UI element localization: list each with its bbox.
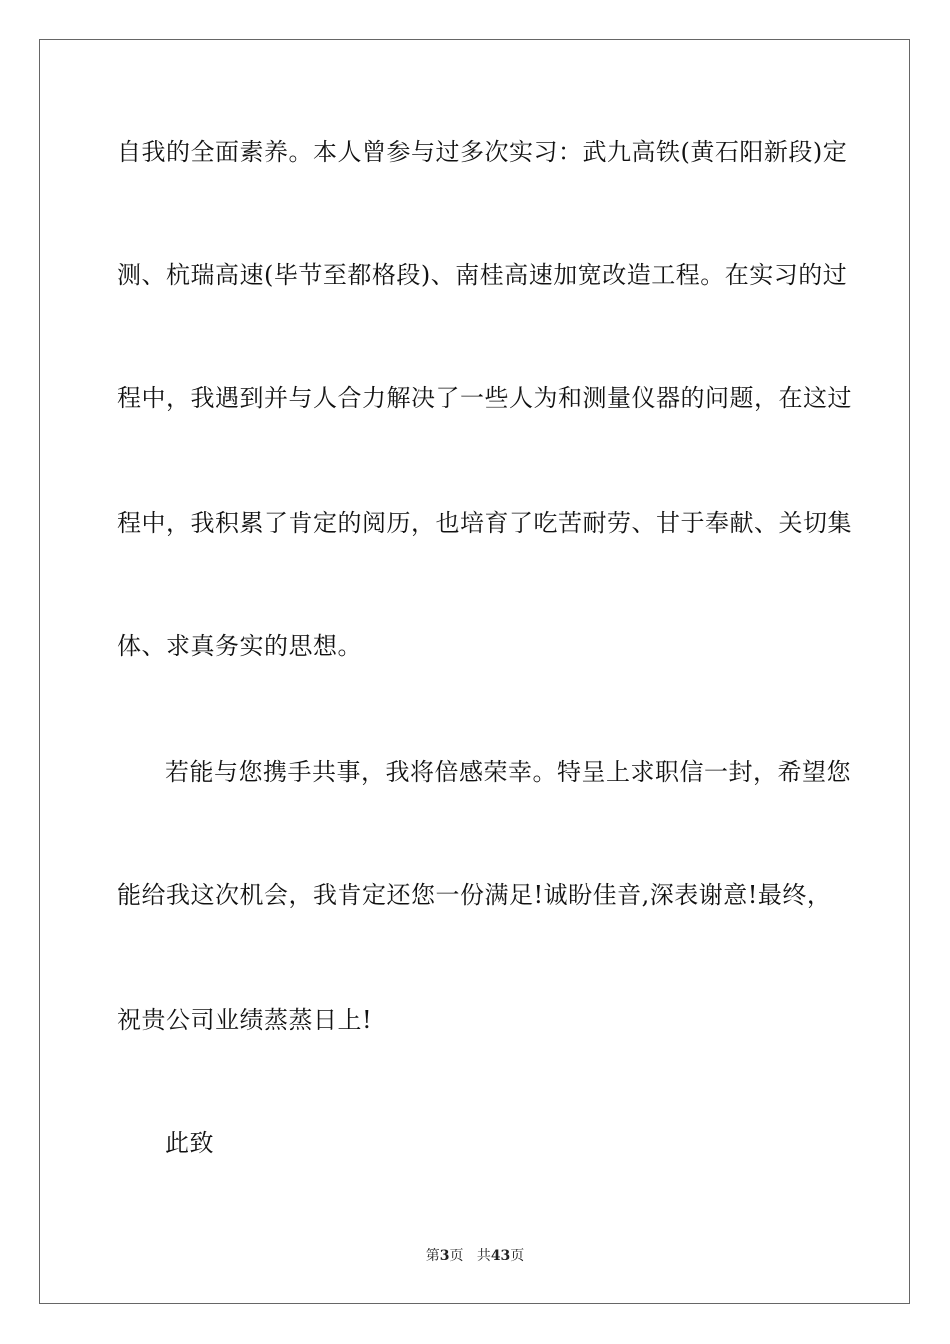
body-line-2: 测、杭瑞高速(毕节至都格段)、南桂高速加宽改造工程。在实习的过	[117, 261, 848, 289]
footer-total-suffix: 页	[510, 1248, 525, 1264]
body-line-3: 程中，我遇到并与人合力解决了一些人为和测量仪器的问题，在这过	[117, 384, 852, 412]
footer-page-suffix: 页	[449, 1248, 464, 1264]
body-line-5: 体、求真务实的思想。	[117, 632, 362, 660]
footer-total-pages: 43	[490, 1248, 511, 1264]
body-line-4: 程中，我积累了肯定的阅历，也培育了吃苦耐劳、甘于奉献、关切集	[117, 509, 852, 537]
body-line-8: 祝贵公司业绩蒸蒸日上!	[117, 1006, 373, 1034]
body-line-6: 若能与您携手共事，我将倍感荣幸。特呈上求职信一封，希望您	[165, 758, 851, 786]
footer-prefix: 第	[425, 1248, 440, 1264]
page-frame	[39, 39, 910, 1304]
footer-page-number: 3	[439, 1248, 450, 1264]
body-line-1: 自我的全面素养。本人曾参与过多次实习：武九高铁(黄石阳新段)定	[117, 138, 848, 166]
body-line-7: 能给我这次机会，我肯定还您一份满足!诚盼佳音,深表谢意!最终，	[117, 881, 832, 909]
closing-line: 此致	[165, 1129, 214, 1157]
page-footer	[0, 1245, 950, 1265]
footer-total-prefix: 共	[476, 1248, 491, 1264]
